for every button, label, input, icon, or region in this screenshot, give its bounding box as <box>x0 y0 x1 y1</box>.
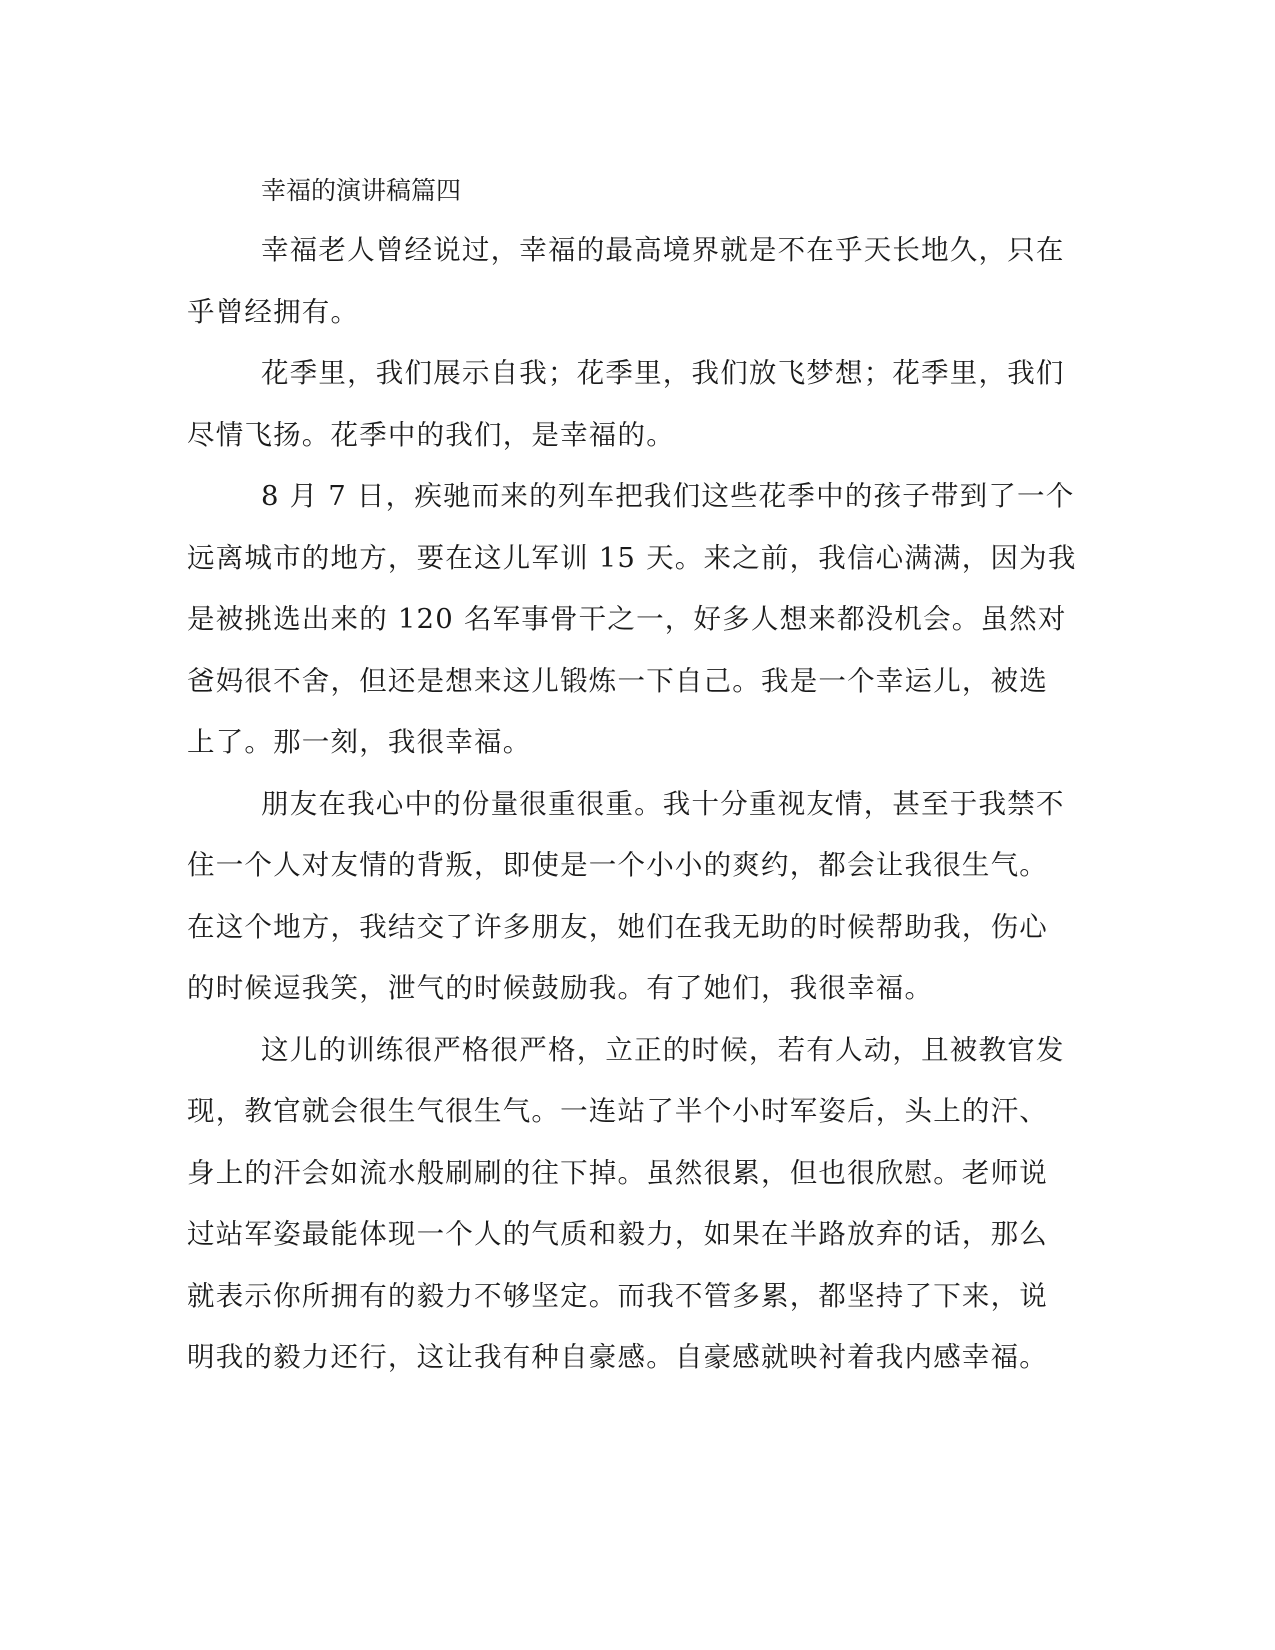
paragraph <box>187 466 1077 774</box>
text-line: 8 月 7 日，疾驰而来的列车把我们这些花季中的孩子带到了一个 <box>261 480 1075 512</box>
document-heading: 幸福的演讲稿篇四 <box>261 176 462 205</box>
text-line: 上了。那一刻，我很幸福。 <box>187 726 532 758</box>
text-line: 尽情飞扬。花季中的我们，是幸福的。 <box>187 418 675 451</box>
paragraph <box>187 343 1067 466</box>
paragraph-list <box>187 220 1077 1389</box>
text-line: 的时候逗我笑，泄气的时候鼓励我。有了她们，我很幸福。 <box>187 972 934 1004</box>
text-line: 是被挑选出来的 120 名军事骨干之一，好多人想来都没机会。虽然对 <box>187 603 1067 635</box>
text-line: 乎曾经拥有。 <box>187 295 360 328</box>
text-line: 过站军姿最能体现一个人的气质和毅力，如果在半路放弃的话，那么 <box>187 1218 1048 1250</box>
paragraph <box>187 774 1067 1020</box>
text-line: 住一个人对友情的背叛，即使是一个小小的爽约，都会让我很生气。 <box>187 849 1048 881</box>
paragraph <box>187 1020 1067 1389</box>
document-body <box>187 162 1077 1389</box>
text-line: 现，教官就会很生气很生气。一连站了半个小时军姿后，头上的汗、 <box>187 1095 1048 1127</box>
text-line: 明我的毅力还行，这让我有种自豪感。自豪感就映衬着我内感幸福。 <box>187 1341 1048 1373</box>
text-line: 朋友在我心中的份量很重很重。我十分重视友情，甚至于我禁不 <box>261 787 1065 820</box>
text-line: 这儿的训练很严格很严格，立正的时候，若有人动，且被教官发 <box>261 1033 1065 1066</box>
text-line: 幸福老人曾经说过，幸福的最高境界就是不在乎天长地久，只在 <box>261 234 1065 266</box>
paragraph <box>187 220 1067 343</box>
text-line: 身上的汗会如流水般刷刷的往下掉。虽然很累，但也很欣慰。老师说 <box>187 1156 1048 1189</box>
text-line: 在这个地方，我结交了许多朋友，她们在我无助的时候帮助我，伤心 <box>187 910 1048 943</box>
text-line: 就表示你所拥有的毅力不够坚定。而我不管多累，都坚持了下来，说 <box>187 1279 1048 1312</box>
text-line: 远离城市的地方，要在这儿军训 15 天。来之前，我信心满满，因为我 <box>187 541 1077 574</box>
text-line: 花季里，我们展示自我；花季里，我们放飞梦想；花季里，我们 <box>261 357 1065 389</box>
text-line: 爸妈很不舍，但还是想来这儿锻炼一下自己。我是一个幸运儿，被选 <box>187 664 1048 697</box>
